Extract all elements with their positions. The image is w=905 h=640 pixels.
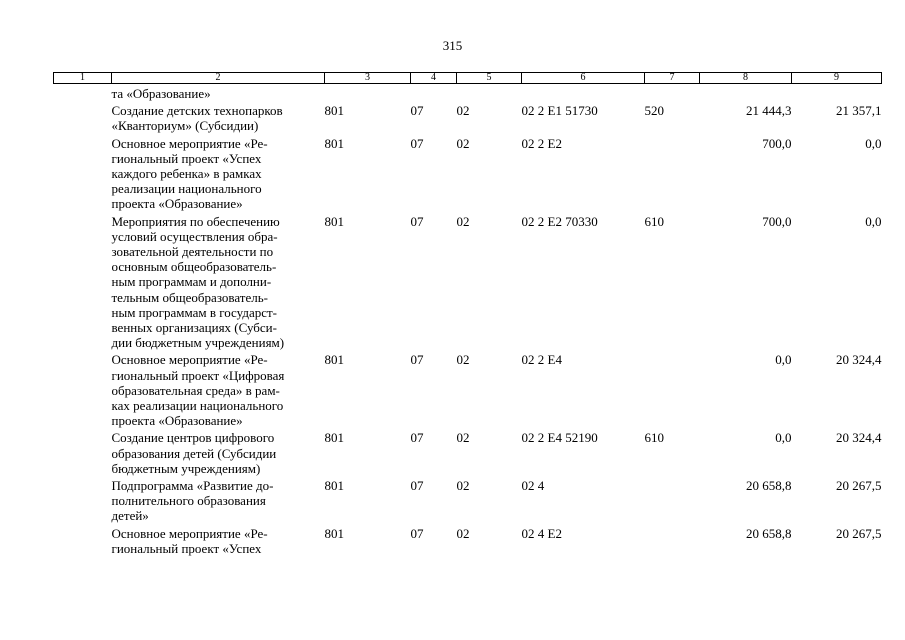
target-article-code	[522, 84, 645, 102]
empty-cell	[54, 476, 112, 524]
section-code: 07	[410, 525, 424, 541]
target-article-code: 02 2 E2 70330	[521, 213, 598, 229]
amount-year-1: 700,0	[762, 135, 792, 151]
item-name: Мероприятия по обеспечению условий осуществления обра- зовательной деятельности по основным общеобразователь- ным программам и дополни- тельным общеобразователь- ным программам в государст- венных организациях (Субси- дии бюджетным учреждениям)	[111, 213, 285, 351]
expense-type-code: 610	[644, 213, 664, 229]
amount-year-2: 21 357,1	[836, 103, 882, 119]
ministry-code: 801	[324, 430, 344, 446]
amount-year-2: 20 324,4	[836, 430, 882, 446]
column-header: 9	[792, 73, 882, 84]
column-header: 5	[457, 73, 522, 84]
column-number-header	[54, 73, 882, 84]
item-name: та «Образование»	[111, 86, 211, 101]
subsection-code: 02	[456, 213, 470, 229]
table-row	[54, 524, 882, 556]
table-row	[54, 212, 882, 351]
column-header: 1	[54, 73, 112, 84]
table-row	[54, 84, 882, 102]
amount-year-1: 20 658,8	[746, 525, 792, 541]
subsection-code: 02	[456, 430, 470, 446]
section-code: 07	[410, 135, 424, 151]
ministry-code: 801	[324, 103, 344, 119]
target-article-code: 02 4	[521, 478, 545, 494]
target-article-code: 02 2 E1 51730	[521, 103, 598, 119]
item-name: Основное мероприятие «Ре- гиональный проект «Успех каждого ребенка» в рамках реализации национального проекта «Образование»	[111, 135, 268, 212]
expense-type-code	[645, 134, 700, 212]
empty-cell	[54, 84, 112, 102]
amount-year-1: 0,0	[775, 352, 792, 368]
ministry-code: 801	[324, 213, 344, 229]
subsection-code: 02	[456, 135, 470, 151]
empty-cell	[54, 212, 112, 351]
item-name: Основное мероприятие «Ре- гиональный проект «Успех	[111, 525, 268, 556]
target-article-code: 02 4 E2	[521, 525, 562, 541]
expense-type-code	[645, 350, 700, 428]
section-code: 07	[410, 478, 424, 494]
empty-cell	[54, 101, 112, 133]
target-article-code: 02 2 E2	[521, 135, 562, 151]
expense-type-code: 610	[644, 430, 664, 446]
target-article-code: 02 2 E4 52190	[521, 430, 598, 446]
amount-year-2: 20 267,5	[836, 525, 882, 541]
item-name: Подпрограмма «Развитие до- полнительного образования детей»	[111, 478, 274, 524]
empty-cell	[54, 524, 112, 556]
ministry-code	[325, 84, 411, 102]
target-article-code: 02 2 E4	[521, 352, 562, 368]
section-code: 07	[410, 352, 424, 368]
table-row	[54, 101, 882, 133]
section-code: 07	[410, 430, 424, 446]
table-row	[54, 350, 882, 428]
ministry-code: 801	[324, 352, 344, 368]
empty-cell	[54, 134, 112, 212]
column-header: 7	[645, 73, 700, 84]
column-header: 3	[325, 73, 411, 84]
subsection-code: 02	[456, 525, 470, 541]
column-header: 4	[411, 73, 457, 84]
expense-type-code	[645, 524, 700, 556]
ministry-code: 801	[324, 525, 344, 541]
item-name: Создание детских технопарков «Кванториум» (Субсидии)	[111, 103, 283, 134]
section-code	[411, 84, 457, 102]
table-row	[54, 476, 882, 524]
subsection-code: 02	[456, 478, 470, 494]
item-name: Создание центров цифрового образования детей (Субсидии бюджетным учреждениям)	[111, 430, 277, 476]
column-header: 2	[112, 73, 325, 84]
amount-year-1: 20 658,8	[746, 478, 792, 494]
empty-cell	[54, 350, 112, 428]
amount-year-1	[700, 84, 792, 102]
table-body	[54, 84, 882, 557]
amount-year-2: 0,0	[865, 213, 882, 229]
empty-cell	[54, 428, 112, 476]
section-code: 07	[410, 103, 424, 119]
ministry-code: 801	[324, 478, 344, 494]
amount-year-2: 20 324,4	[836, 352, 882, 368]
amount-year-1: 21 444,3	[746, 103, 792, 119]
subsection-code: 02	[456, 352, 470, 368]
column-header: 8	[700, 73, 792, 84]
subsection-code	[457, 84, 522, 102]
amount-year-1: 700,0	[762, 213, 792, 229]
amount-year-2: 20 267,5	[836, 478, 882, 494]
section-code: 07	[410, 213, 424, 229]
ministry-code: 801	[324, 135, 344, 151]
page-number: 315	[442, 38, 463, 53]
amount-year-1: 0,0	[775, 430, 792, 446]
amount-year-2	[792, 84, 882, 102]
expense-type-code	[645, 476, 700, 524]
budget-table	[53, 72, 882, 556]
table-row	[54, 134, 882, 212]
table-row	[54, 428, 882, 476]
amount-year-2: 0,0	[865, 135, 882, 151]
subsection-code: 02	[456, 103, 470, 119]
item-name: Основное мероприятие «Ре- гиональный проект «Цифровая образовательная среда» в рам- ках реализации национального проекта «Образование»	[111, 352, 285, 429]
column-header: 6	[522, 73, 645, 84]
expense-type-code	[645, 84, 700, 102]
expense-type-code: 520	[644, 103, 664, 119]
